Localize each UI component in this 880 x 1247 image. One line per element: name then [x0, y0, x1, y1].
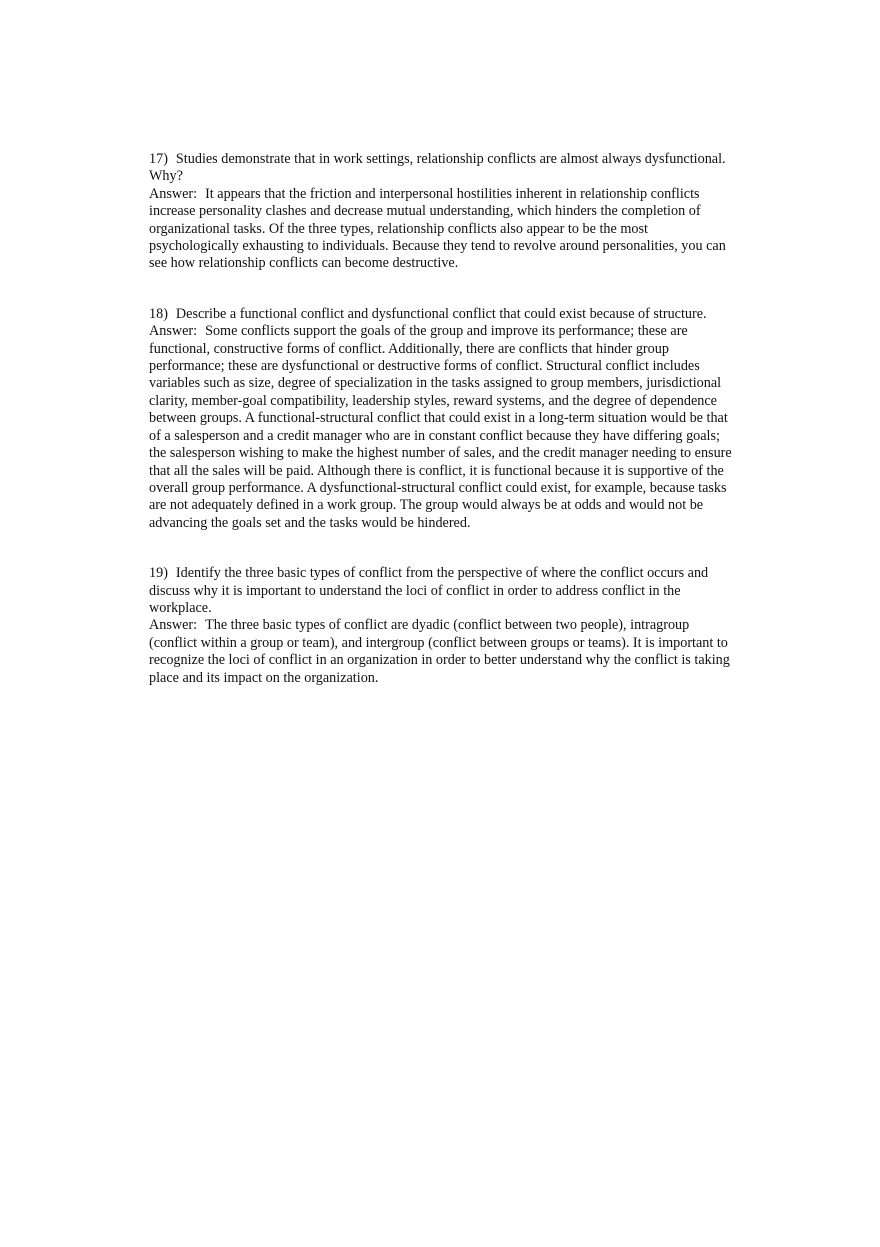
- question-number: 17): [149, 151, 168, 167]
- question-body: Studies demonstrate that in work settings, relationship conflicts are almost always dysfunctional. Why?: [149, 151, 726, 185]
- answer-label: Answer:: [149, 323, 198, 340]
- answer-label: Answer:: [149, 185, 198, 202]
- question-number: 18): [149, 305, 168, 322]
- answer-body: Some conflicts support the goals of the group and improve its performance; these are functional, constructive forms of conflict. Additionally, there are conflicts that hinder group performance; these are dysfunctional or destructive forms of conflict. Structural conflict includes variables such as size, degree of specialization in the tasks assigned to group members, jurisdictional clarity, member-goal compatibility, leadership styles, reward systems, and the degree of dependence between groups. A functional-structural conflict that could exist in a long-term situation would be that of a salesperson and a credit manager who are in constant conflict because they have differing goals; the salesperson wishing to make the highest number of sales, and the credit manager needing to ensure that all the sales will be paid. Although there is conflict, it is functional because it is supportive of the overall group performance. A dysfunctional-structural conflict could exist, for example, because tasks are not adequately defined in a work group. The group would always be at odds and would not be advancing the goals set and the tasks would be hindered.: [149, 323, 732, 531]
- question-text: [149, 151, 737, 186]
- document-content: [149, 151, 737, 687]
- answer-body: The three basic types of conflict are dyadic (conflict between two people), intragroup (conflict within a group or team), and intergroup (conflict between groups or teams). It is important to recognize the loci of conflict in an organization in order to better understand why the conflict is taking place and its impact on the organization.: [149, 617, 730, 686]
- answer-text: [149, 617, 737, 687]
- question-text: [149, 565, 737, 617]
- answer-text: [149, 323, 737, 532]
- question-body: Describe a functional conflict and dysfunctional conflict that could exist because of structure.: [175, 305, 707, 322]
- question-number: 19): [149, 565, 168, 582]
- question-body: Identify the three basic types of conflict from the perspective of where the conflict occurs and discuss why it is important to understand the loci of conflict in order to address conflict in the workplace.: [149, 565, 709, 616]
- answer-body: It appears that the friction and interpersonal hostilities inherent in relationship conflicts increase personality clashes and decrease mutual understanding, which hinders the completion of organizational tasks. Of the three types, relationship conflicts also appear to be the most psychologically exhausting to individuals. Because they tend to revolve around personalities, you can see how relationship conflicts can become destructive.: [149, 185, 726, 272]
- question-block-17: [149, 151, 737, 273]
- answer-text: [149, 186, 737, 273]
- answer-label: Answer:: [149, 617, 198, 634]
- question-text: [149, 306, 737, 323]
- question-block-18: [149, 306, 737, 532]
- question-block-19: [149, 565, 737, 687]
